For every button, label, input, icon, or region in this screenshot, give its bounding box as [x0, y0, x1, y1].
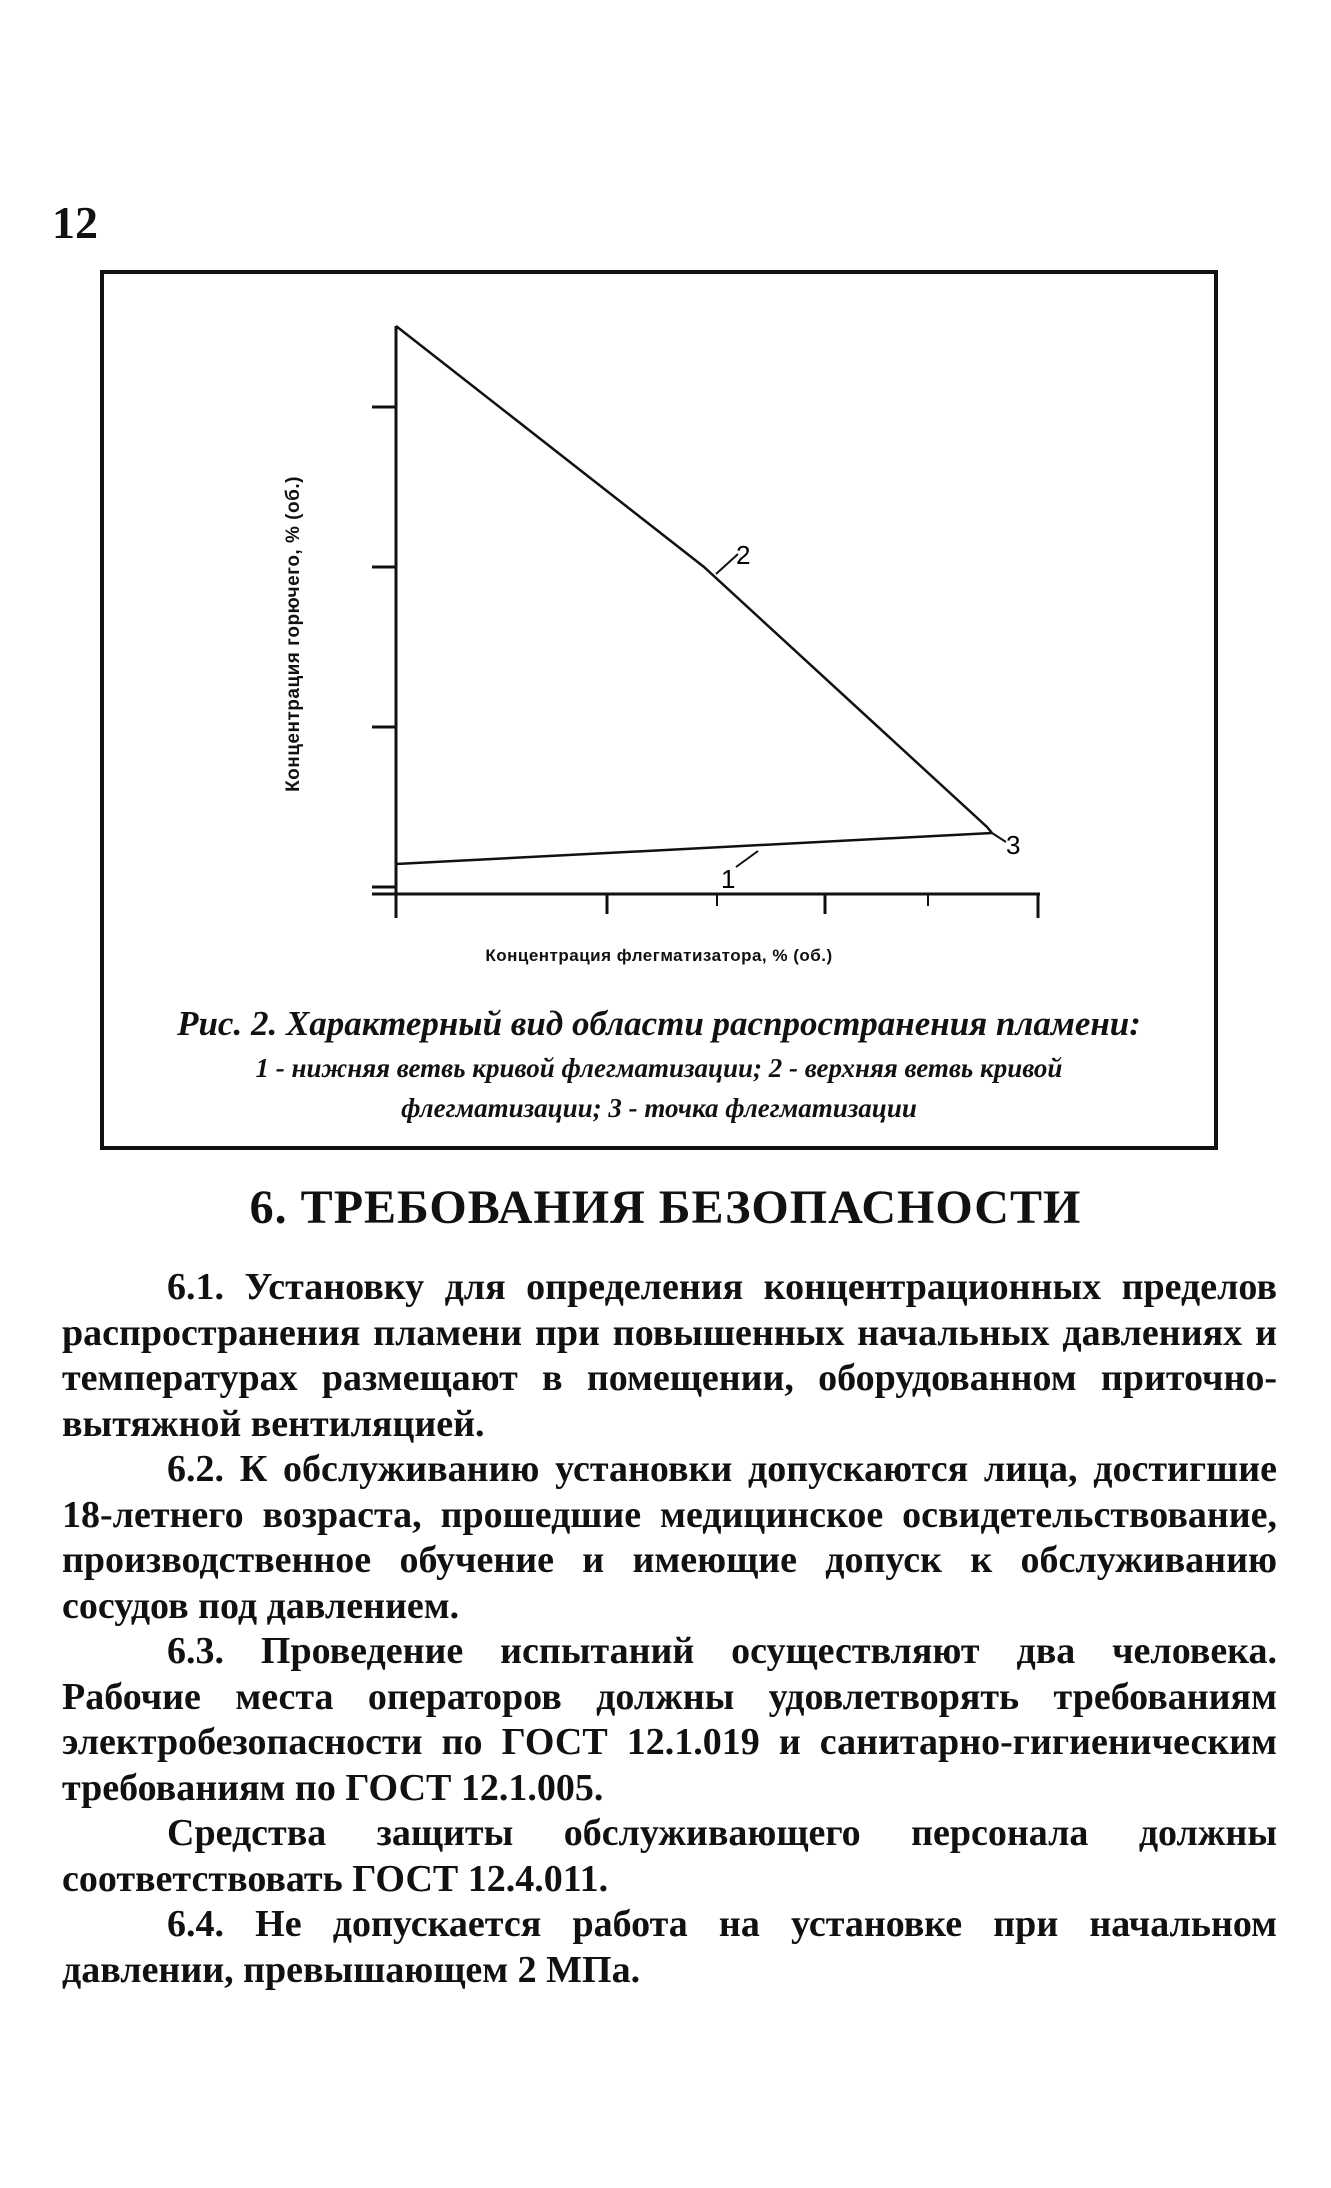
y-axis-label: Концентрация горючего, % (об.) [283, 476, 304, 792]
label-3-leader [992, 833, 1006, 842]
section-body [62, 1265, 1277, 1993]
upper-branch-curve [396, 326, 992, 833]
curve-label-3: 3 [1006, 830, 1021, 860]
label-1-leader [736, 851, 758, 867]
figure-caption [104, 1004, 1214, 1128]
figure [100, 270, 1218, 1150]
paragraph-6-1: 6.1. Установку для определения концентрационных пределов распространения пламени при повышенных начальных давлениях и температурах размещают в помещении, оборудованном приточно-вытяжной вентиляцией. [62, 1266, 1277, 1445]
paragraph-protection: Средства защиты обслуживающего персонала должны соответствовать ГОСТ 12.4.011. [62, 1812, 1277, 1900]
section-heading: 6. ТРЕБОВАНИЯ БЕЗОПАСНОСТИ [249, 1181, 1082, 1234]
lower-branch-curve [396, 833, 992, 864]
paragraph-6-4: 6.4. Не допускается работа на установке при начальном давлении, превышающем 2 МПа. [62, 1903, 1277, 1991]
curve-label-1: 1 [721, 864, 736, 894]
page-number: 12 [52, 197, 98, 248]
paragraph-6-3: 6.3. Проведение испытаний осуществляют два человека. Рабочие места операторов должны удовлетворять требованиям электробезопасности по ГОСТ 12.1.019 и санитарно-гигиеническим требованиям по ГОСТ 12.1.005. [62, 1630, 1277, 1809]
caption-title: Рис. 2. Характерный вид области распространения пламени: [177, 1004, 1141, 1043]
chart [104, 274, 1214, 974]
label-2-leader [716, 554, 738, 574]
curve-label-2: 2 [736, 540, 751, 570]
x-axis-label: Концентрация флегматизатора, % (об.) [485, 946, 833, 965]
paragraph-6-2: 6.2. К обслуживанию установки допускаются лица, достигшие 18-летнего возраста, прошедшие медицинское освидетельствование, производственное обучение и имеющие допуск к обслуживанию сосудов под давлением. [62, 1448, 1277, 1627]
caption-legend: 1 - нижняя ветвь кривой флегматизации; 2 - верхняя ветвь кривой флегматизации; 3 - точка флегматизации [255, 1053, 1063, 1123]
